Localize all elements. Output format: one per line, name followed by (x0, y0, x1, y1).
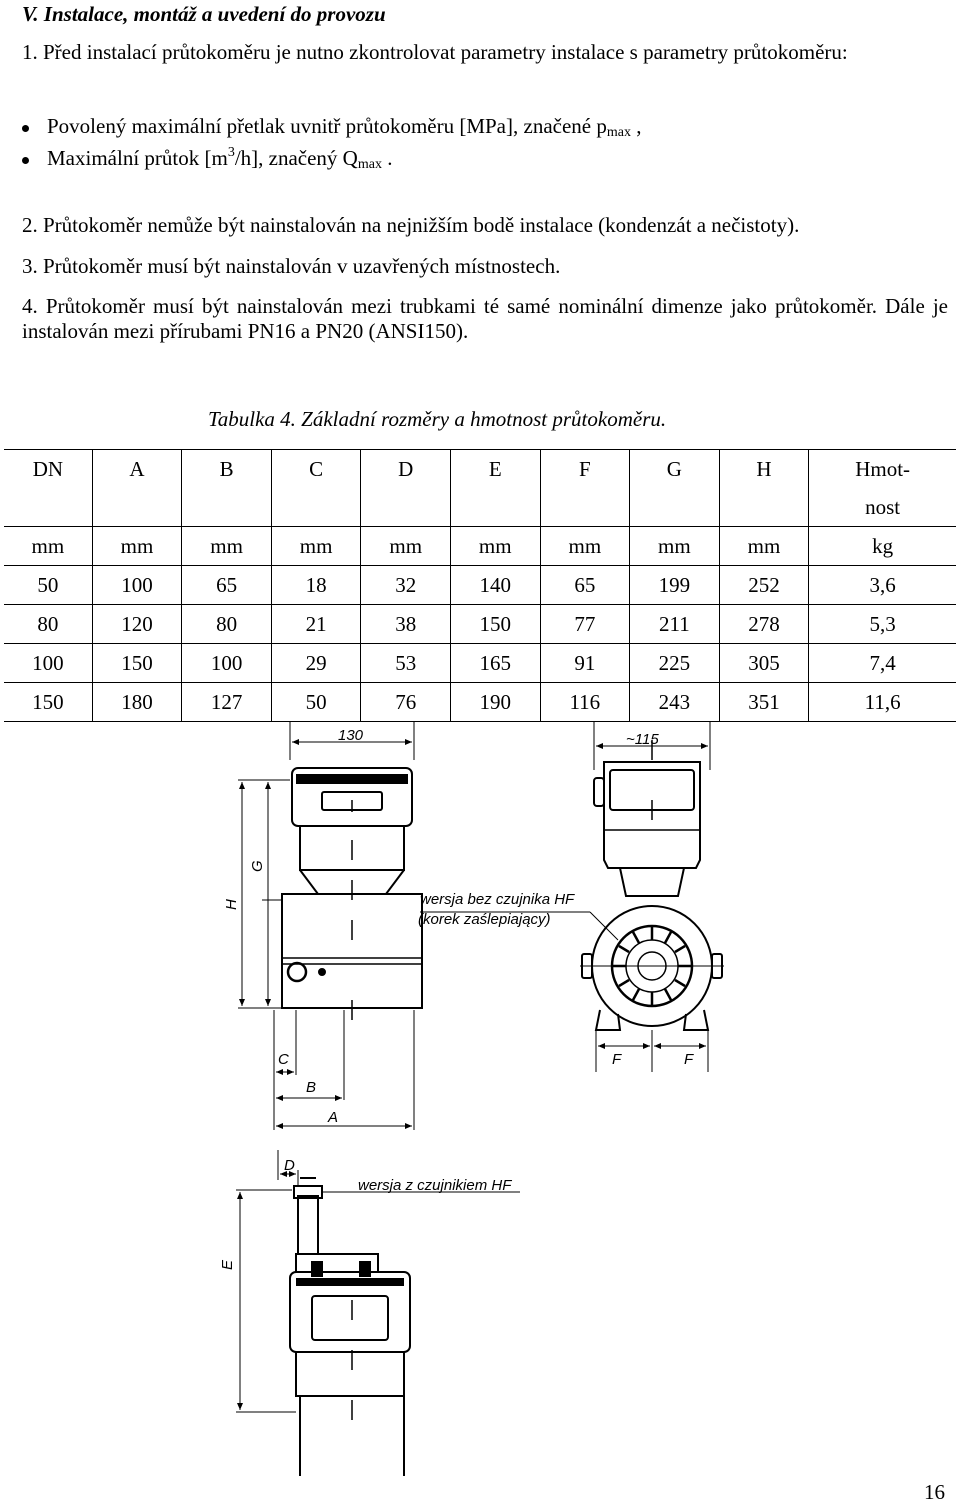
table-cell: 53 (361, 644, 451, 683)
dim-e-label: E (219, 1259, 236, 1270)
table-cell: 80 (4, 605, 92, 644)
bullet-pmax (22, 114, 641, 142)
table-cell: 243 (630, 683, 720, 722)
table-cell: 21 (271, 605, 361, 644)
table-cell: 120 (92, 605, 182, 644)
qmax-subscript: max (357, 157, 382, 172)
table-cell: 150 (450, 605, 540, 644)
table-cell: 150 (92, 644, 182, 683)
unit-cell: mm (92, 527, 182, 566)
m3-superscript: 3 (227, 145, 235, 160)
unit-cell: mm (4, 527, 92, 566)
table-cell: 65 (182, 566, 272, 605)
bullet-qmax-pre: Maximální průtok [m (47, 146, 228, 170)
table-cell: 50 (4, 566, 92, 605)
dim-130-label: 130 (338, 727, 364, 744)
table-cell: 225 (630, 644, 720, 683)
table-cell: 116 (540, 683, 630, 722)
header-cell: DN (4, 450, 92, 489)
dim-b-label: B (306, 1079, 317, 1096)
table-cell: 127 (182, 683, 272, 722)
dimensions-table (4, 449, 956, 722)
dim-c-label: C (278, 1051, 289, 1068)
header-cell: E (450, 450, 540, 489)
item-3: 3. Průtokoměr musí být nainstalován v uzavřených místnostech. (22, 254, 561, 278)
table-row (4, 683, 956, 722)
header-cell: A (92, 450, 182, 489)
table-row (4, 566, 956, 605)
table-row (4, 644, 956, 683)
header-cell: B (182, 450, 272, 489)
unit-cell: mm (540, 527, 630, 566)
table-cell: 211 (630, 605, 720, 644)
bullet-icon (22, 157, 29, 164)
table-cell: 199 (630, 566, 720, 605)
unit-cell: mm (719, 527, 809, 566)
header-cell: G (630, 450, 720, 489)
unit-cell: mm (271, 527, 361, 566)
dim-g-label: G (249, 860, 266, 872)
header-cell: F (540, 450, 630, 489)
unit-cell: mm (361, 527, 451, 566)
table-cell: 305 (719, 644, 809, 683)
table-cell: 252 (719, 566, 809, 605)
item-1-lead: 1. Před instalací průtokoměru je nutno zkontrolovat parametry instalace s parametry průtokoměru: (22, 40, 848, 64)
bullet-pmax-text: Povolený maximální přetlak uvnitř průtokoměru [MPa], značené p (47, 114, 607, 138)
table-cell: 7,4 (869, 650, 896, 675)
table-cell: 278 (719, 605, 809, 644)
table-cell: 190 (450, 683, 540, 722)
dim-f-label-1: F (612, 1051, 622, 1068)
drawing-labels (219, 727, 694, 1270)
header-cell-cont: nost (865, 494, 901, 519)
section-heading: V. Instalace, montáž a uvedení do provozu (22, 2, 386, 26)
dim-h-label: H (223, 899, 240, 910)
table-cell: 5,3 (869, 611, 896, 636)
note-without-sensor: wersja bez czujnika HF (420, 891, 575, 908)
dim-115-label: ~115 (626, 731, 659, 748)
unit-cell: mm (182, 527, 272, 566)
unit-cell: mm (630, 527, 720, 566)
table-cell: 50 (271, 683, 361, 722)
table-cell: 165 (450, 644, 540, 683)
bullet-qmax-mid: /h], značený Q (234, 146, 358, 170)
item-4: 4. Průtokoměr musí být nainstalován mezi trubkami té samé nominální dimenze jako průtokoměr. Dále je instalován mezi přírubami PN16 a PN20 (ANSI150). (22, 294, 948, 343)
table-cell: 65 (540, 566, 630, 605)
bullet-icon (22, 125, 29, 132)
item-2: 2. Průtokoměr nemůže být nainstalován na nejnižším bodě instalace (kondenzát a nečistoty). (22, 213, 800, 237)
table-cell: 180 (92, 683, 182, 722)
table-header-cont-row (4, 488, 956, 527)
table-cell: 76 (361, 683, 451, 722)
flowmeter-drawing (0, 720, 960, 1480)
front-view (238, 722, 422, 1130)
table-cell: 100 (182, 644, 272, 683)
bullet-qmax (22, 146, 392, 174)
dim-a-label: A (328, 1109, 339, 1126)
table-cell: 29 (271, 644, 361, 683)
bullet-pmax-tail: , (630, 114, 642, 138)
table-cell: 351 (719, 683, 809, 722)
table-cell: 140 (450, 566, 540, 605)
pmax-subscript: max (606, 125, 631, 140)
header-cell: D (361, 450, 451, 489)
table-cell: 80 (182, 605, 272, 644)
table-caption: Tabulka 4. Základní rozměry a hmotnost průtokoměru. (208, 407, 667, 431)
bullet-qmax-tail: . (381, 146, 393, 170)
table-units-row (4, 527, 956, 566)
table-row (4, 605, 956, 644)
table-cell: 150 (4, 683, 92, 722)
table-header-row (4, 450, 956, 489)
table-cell: 32 (361, 566, 451, 605)
dim-d-label: D (284, 1157, 295, 1174)
table-cell: 18 (271, 566, 361, 605)
note-with-sensor: wersja z czujnikiem HF (358, 1177, 512, 1194)
header-cell: Hmot- (855, 456, 911, 481)
dim-f-label-2: F (684, 1051, 694, 1068)
table-cell: 91 (540, 644, 630, 683)
table-cell: 3,6 (869, 572, 896, 597)
table-cell: 11,6 (864, 689, 901, 714)
note-blind-plug: (korek zaślepiający) (418, 911, 551, 928)
table-cell: 77 (540, 605, 630, 644)
unit-cell: mm (450, 527, 540, 566)
table-cell: 100 (92, 566, 182, 605)
sensor-version-view (236, 1150, 520, 1476)
table-cell: 38 (361, 605, 451, 644)
header-cell: H (719, 450, 809, 489)
header-cell: C (271, 450, 361, 489)
page-number: 16 (924, 1480, 945, 1504)
table-cell: 100 (4, 644, 92, 683)
unit-cell: kg (872, 533, 894, 558)
